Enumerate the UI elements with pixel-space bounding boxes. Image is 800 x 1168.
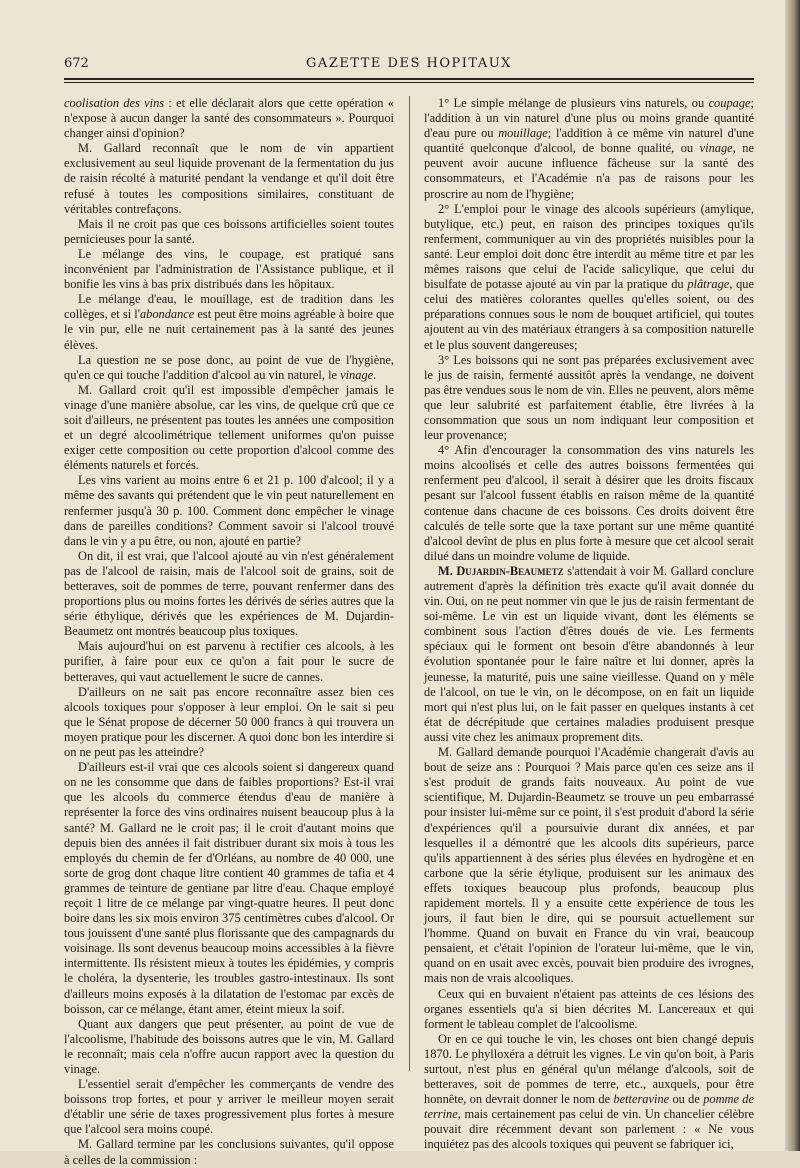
paragraph: M. Gallard demande pourquoi l'Académie changerait d'avis au bout de seize ans : Pourquoi ? Mais parce qu'en ces seize ans il s'est produit de grands faits nouveaux. Au point de vue scientifique, M. Dujardin-Beaumetz se trouve un peu embarrassé pour insister lui-même sur ce point, il s'est produit d'abord la série d'expériences qu'il a poursuivie durant dix années, et par lesquelles il a démontré que les alcools dits supérieurs, parce qu'ils appartiennent à des séries plus élevées en hydrogène et en carbone que la série étylique, produisent sur les animaux des effets toxiques beaucoup plus profonds, beaucoup plus rapidement mortels. Il y a ensuite cette expérience de tous les jours, il faut bien le dire, qui se poursuit actuellement sur l'homme. Quand on buvait en France du vin vrai, beaucoup pensaient, et c'était l'opinion de l'orateur lui-même, que le vin, quand on en usait avec excès, pouvait bien produire des ivrognes, mais non de vrais alcooliques. bbox=[424, 745, 754, 986]
conclusion-2 bbox=[424, 202, 754, 353]
header-rule-thin bbox=[64, 82, 754, 83]
paragraph-text: est peut être moins agréable à boire que le vin pur, elle ne nuit certainement pas à la santé des jeunes élèves. bbox=[64, 307, 395, 352]
paragraph: Quant aux dangers que peut présenter, au point de vue de l'alcoolisme, l'habitude des boissons autres que le vin, M. Gallard le reconnaît; mais cela n'offre aucun rapport avec la question du vinage. bbox=[64, 1016, 394, 1076]
paragraph: D'ailleurs on ne sait pas encore reconnaître assez bien ces alcools toxiques pour s'opposer à leur emploi. On le sait si peu que le Sénat propose de décerner 50 000 francs à qui trouvera un moyen pratique pour les discerner. A quoi donc bon les interdire si on ne peut pas les atteindre? bbox=[64, 684, 394, 760]
left-column bbox=[64, 96, 394, 1168]
italic-term: betteravine bbox=[613, 1092, 670, 1107]
conclusion-4: 4° Afin d'encourager la consommation des vins naturels les moins alcoolisés et celle des autres boissons fermentées qui renferment peu d'alcool, il serait à désirer que les droits fiscaux pesant sur l'alcool fussent établis en raison même de la quantité contenue dans chacune de ces boissons. Ces droits doivent être calculés de telle sorte que la taxe portant sur une même quantité d'alcool devînt de plus en plus forte à mesure que cet alcool serait dilué dans un moindre volume de liquide. bbox=[424, 443, 754, 563]
italic-term: vinage bbox=[340, 367, 374, 382]
speaker-name: M. Dujardin-Beaumetz bbox=[438, 563, 564, 578]
paragraph: M. Gallard termine par les conclusions suivantes, qu'il oppose à celles de la commission : bbox=[64, 1137, 394, 1167]
paragraph: M. Gallard croit qu'il est impossible d'empêcher jamais le vinage d'une manière absolue, car les vins, de quelque crû que ce soit d'ailleurs, ne présentent pas toutes les années une composition et un degré alcoolimétrique tellement uniformes qu'on puisse exiger cette composition ou cette proportion d'alcool comme des éléments naturels et forcés. bbox=[64, 382, 394, 473]
paragraph-text: Le mélange d'eau, le mouillage, est de tradition dans les collèges, et si l' bbox=[64, 292, 394, 322]
paragraph: L'essentiel serait d'empêcher les commerçants de vendre des boissons trop fortes, et pour y arriver le meilleur moyen serait d'établir une série de taxes progressivement plus fortes à mesure que l'alcool sera moins coupé. bbox=[64, 1077, 394, 1137]
italic-term: mouillage bbox=[498, 126, 548, 141]
italic-term: abondance bbox=[139, 307, 195, 322]
page-edge-shadow bbox=[785, 0, 800, 1151]
paragraph-text: ou de bbox=[669, 1092, 704, 1107]
paragraph bbox=[64, 292, 394, 352]
page-number: 672 bbox=[64, 56, 89, 71]
paragraph-text: : et elle déclarait alors que cette opération « n'expose à aucun danger la santé des consommateurs ». Pourquoi changer ainsi d'opinion? bbox=[64, 96, 394, 141]
right-column bbox=[424, 96, 754, 1153]
paragraph bbox=[424, 1032, 754, 1153]
paragraph: Les vins varient au moins entre 6 et 21 p. 100 d'alcool; il y a même des savants qui prétendent que le vin peut naturellement en renfermer jusqu'à 30 p. 100. Comment donc empêcher le vinage dans de pareilles conditions? Comment savoir si l'alcool trouvé dans le vin y a pu être, ou non, ajouté en partie? bbox=[64, 473, 394, 548]
paragraph bbox=[424, 564, 754, 745]
conclusion-3: 3° Les boissons qui ne sont pas préparées exclusivement avec le jus de raisin, fermenté aussitôt après la vendange, ne doivent pas être vendues sous le nom de vin. Elles ne peuvent, alors même que leur salubrité est parfaitement établie, être livrées à la consommation que sous un nom indiquant leur composition et leur provenance; bbox=[424, 352, 754, 443]
paragraph-text: , mais certainement pas celui de vin. Un chancelier célèbre pouvait dire récemment devant son parlement : « Ne vous inquiétez pas des alcools toxiques qui peuvent se fabriquer ici, bbox=[424, 1107, 754, 1152]
paragraph: Ceux qui en buvaient n'étaient pas atteints de ces lésions des organes essentiels qu'a si bien décrites M. Lancereaux et qui forment le tableau complet de l'alcoolisme. bbox=[424, 986, 754, 1031]
paragraph-text: s'attendait à voir M. Gallard conclure autrement d'après la définition très exacte qu'il avait donnée du vin. Oui, on ne peut nommer vin que le jus de raisin fermentant de soi-même. Le vin est un liquide vivant, dont les éléments se combinent sous l'action d'êtres doués de vie. Les ferments spéciaux qui le forment ont besoin d'être abandonnés à leur évolution spontanée pour le faire naître et lui donner, après la jeunesse, la maturité, puis une saine vieillesse. Quand on y mêle de l'alcool, on tue le vin, on le décompose, on en fait un liquide mort qui n'est plus lui, on le fait passer en quelques instants à cet état de décrépitude que certaines maladies produisent presque aussi vite chez les animaux proprement dits. bbox=[424, 563, 755, 744]
italic-term: coolisation des vins bbox=[64, 96, 165, 110]
italic-term: vinage bbox=[699, 141, 733, 156]
paragraph-text: , ne peuvent avoir aucune influence fâcheuse sur la santé des consommateurs, et l'Académie n'a pas de raisons pour les proscrire au nom de l'hygiène; bbox=[424, 141, 754, 201]
paragraph: On dit, il est vrai, que l'alcool ajouté au vin n'est généralement pas de l'alcool de raisin, mais de l'alcool soit de grains, soit de betteraves, soit de pommes de terre, pouvant renfermer dans des proportions plus ou moins fortes les dérivés de séries autres que la série éthylique, dérivés que les expériences de M. Dujardin-Beaumetz ont montrés beaucoup plus toxiques. bbox=[64, 548, 394, 639]
paragraph-text: 1° Le simple mélange de plusieurs vins naturels, ou bbox=[438, 96, 709, 110]
page-header bbox=[64, 56, 754, 80]
paragraph-text: 2° L'emploi pour le vinage des alcools supérieurs (amylique, butylique, etc.) peut, en raison des principes toxiques qu'ils renferment, communiquer au vin des propriétés nuisibles pour la santé. Leur emploi doit donc être interdit au même titre et par les mêmes raisons que celui de l'acide salicylique, que celui du bisulfate de potasse ajouté au vin par la pratique du bbox=[424, 201, 754, 292]
column-divider bbox=[409, 96, 410, 1071]
paragraph bbox=[64, 353, 394, 383]
italic-term: coupage bbox=[708, 96, 751, 110]
conclusion-1 bbox=[424, 96, 754, 202]
italic-term: pomme de terrine bbox=[424, 1092, 754, 1122]
journal-title: GAZETTE DES HOPITAUX bbox=[306, 56, 512, 71]
paragraph: D'ailleurs est-il vrai que ces alcools soient si dangereux quand on ne les consomme que dans de faibles proportions? Est-il vrai que les alcools du commerce étendus d'eau de manière à représenter la force des vins ordinaires nuisent beaucoup plus à la santé? M. Gallard ne le croit pas; il le croit d'autant moins que depuis bien des années il fait distribuer durant six mois à tous les employés du chemin de fer d'Orléans, au nombre de 40 000, une sorte de grog dont chaque litre contient 40 grammes de tafia et 4 grammes de teinture de gentiane par litre d'eau. Chaque employé reçoit 1 litre de ce mélange par vingt-quatre heures. Il peut donc boire dans les six mois environ 375 centimètres cubes d'alcool. Or tous jouissent d'une santé plus florissante que des campagnards du voisinage. Ils sont devenus beaucoup moins accessibles à la fièvre intermittente. Ils résistent mieux à toutes les épidémies, y compris le choléra, la dysenterie, les troubles gastro-intestinaux. Ils sont d'ailleurs moins exposés à la dilatation de l'estomac par excès de boisson, car ce mélange, étant amer, éteint mieux la soif. bbox=[64, 760, 394, 1016]
paragraph-text: La question ne se pose donc, au point de vue de l'hygiène, qu'en ce qui touche l'addition d'alcool au vin naturel, le bbox=[64, 352, 394, 382]
paragraph: Mais aujourd'hui on est parvenu à rectifier ces alcools, à les purifier, à faire pour eux ce qu'on a fait pour le sucre de betteraves, qui vaut actuellement le sucre de cannes. bbox=[64, 639, 394, 684]
paragraph-text: , que celui des matières colorantes quelles qu'elles soient, ou des préparations connues sous le nom de bouquet artificiel, qui toutes ajoutent au vin des matériaux étrangers à sa composition naturelle et le plus souvent dangereuses; bbox=[424, 277, 754, 352]
paragraph: Le mélange des vins, le coupage, est pratiqué sans inconvénient par l'administration de l'Assistance publique, et il bonifie les vins à bas prix distribués dans les hôpitaux. bbox=[64, 246, 394, 292]
paragraph bbox=[64, 96, 394, 141]
paragraph-text: ; l'addition à un vin naturel d'une plus ou moins grande quantité d'eau pure ou bbox=[424, 96, 754, 141]
paragraph-text: . bbox=[373, 367, 377, 382]
paragraph: M. Gallard reconnaît que le nom de vin appartient exclusivement au seul liquide provenant de la fermentation du jus de raisin récolté à maturité pendant la vendange et qu'il doit être refusé à toutes les compositions similaires, constituant de véritables contrefaçons. bbox=[64, 141, 394, 216]
paragraph-text: Or en ce qui touche le vin, les choses ont bien changé depuis 1870. Le phylloxéra a détruit les vignes. Le vin qu'on boit, à Paris surtout, n'est plus en général qu'un mélange d'alcools, soit de betteraves, soit de pommes de terre, etc., auxquels, pour être honnête, on devrait donner le nom de bbox=[424, 1031, 754, 1107]
paragraph-text: ; l'addition à ce même vin naturel d'une quantité quelconque d'alcool, de bonne qualité, ou bbox=[424, 126, 754, 156]
italic-term: plâtrage bbox=[687, 277, 730, 292]
paragraph: Mais il ne croit pas que ces boissons artificielles soient toutes pernicieuses pour la santé. bbox=[64, 216, 394, 246]
header-rule-thick bbox=[64, 78, 754, 80]
